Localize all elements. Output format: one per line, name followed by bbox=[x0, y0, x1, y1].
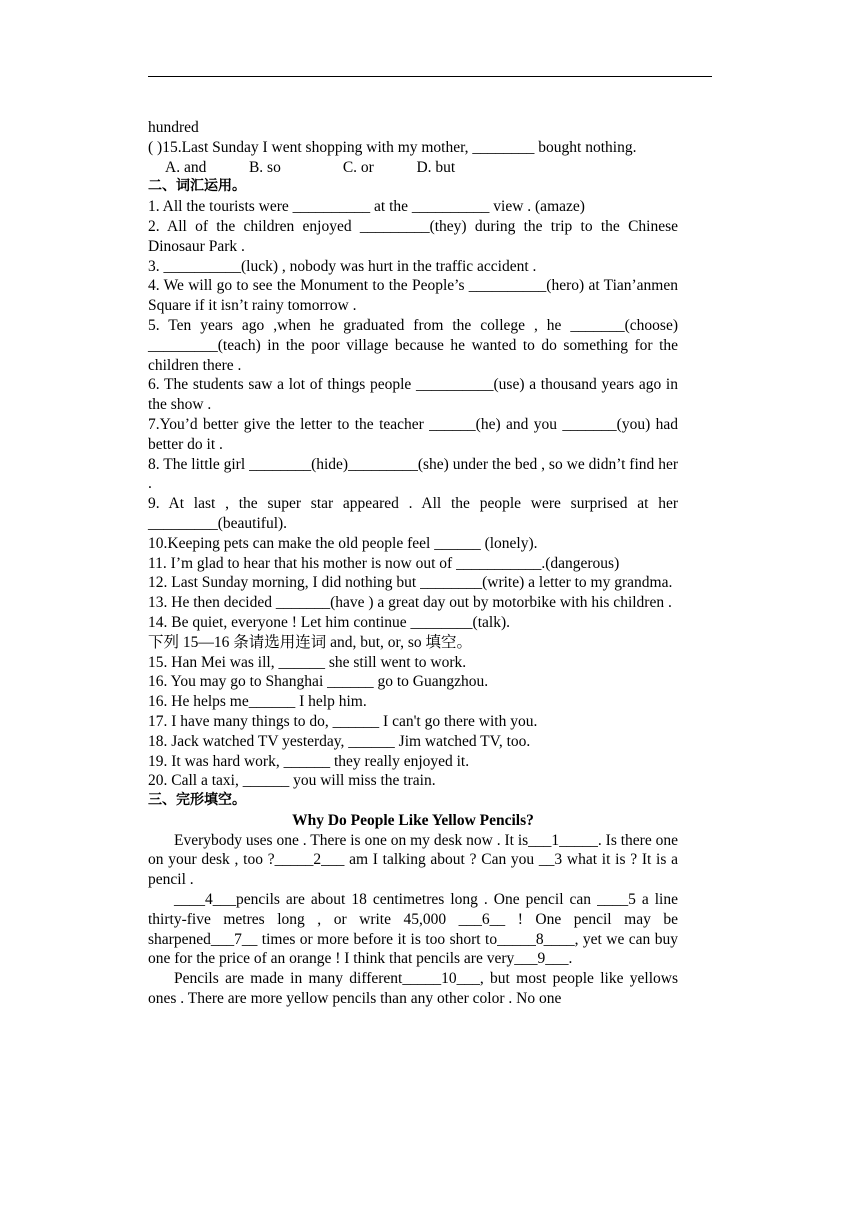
section-heading-vocabulary: 二、词汇运用。 bbox=[148, 178, 246, 195]
vocab-item-6: 6. The students saw a lot of things people __________(use) a thousand years ago in the show . bbox=[148, 376, 678, 414]
conjunction-item-16b: 16. He helps me______ I help him. bbox=[148, 693, 367, 711]
vocab-item-7: 7.You’d better give the letter to the teacher ______(he) and you _______(you) had better do it . bbox=[148, 415, 678, 453]
vocab-item-1: 1. All the tourists were __________ at the __________ view . (amaze) bbox=[148, 198, 585, 216]
vocab-item-12: 12. Last Sunday morning, I did nothing but ________(write) a letter to my grandma. bbox=[148, 574, 673, 592]
exercise-page bbox=[148, 118, 678, 1009]
question-15-options: A. and B. so C. or D. but bbox=[165, 158, 456, 176]
vocab-item-2: 2. All of the children enjoyed _________(they) during the trip to the Chinese Dinosaur Park . bbox=[148, 217, 678, 255]
conjunction-item-18: 18. Jack watched TV yesterday, ______ Jim watched TV, too. bbox=[148, 732, 531, 750]
vocab-item-14: 14. Be quiet, everyone ! Let him continue ________(talk). bbox=[148, 613, 511, 631]
vocab-item-11: 11. I’m glad to hear that his mother is now out of ___________.(dangerous) bbox=[148, 554, 620, 572]
header-rule bbox=[148, 76, 712, 77]
conjunction-item-16a: 16. You may go to Shanghai ______ go to Guangzhou. bbox=[148, 673, 489, 691]
vocab-item-4: 4. We will go to see the Monument to the People’s __________(hero) at Tian’anmen Square if it isn’t rainy tomorrow . bbox=[148, 277, 678, 315]
vocab-item-10: 10.Keeping pets can make the old people feel ______ (lonely). bbox=[148, 534, 538, 552]
question-15: ( )15.Last Sunday I went shopping with my mother, ________ bought nothing. bbox=[148, 138, 637, 156]
text-line-hundred: hundred bbox=[148, 119, 199, 136]
section-heading-cloze: 三、完形填空。 bbox=[148, 792, 246, 809]
conjunction-instructions: 下列 15—16 条请选用连词 and, but, or, so 填空。 bbox=[148, 633, 473, 651]
conjunction-item-20: 20. Call a taxi, ______ you will miss the train. bbox=[148, 772, 436, 790]
vocab-item-5: 5. Ten years ago ,when he graduated from the college , he _______(choose) _________(teach) in the poor village because he wanted to do something for the children there . bbox=[148, 316, 678, 374]
vocab-item-9: 9. At last , the super star appeared . All the people were surprised at her _________(beautiful). bbox=[148, 495, 678, 532]
passage-paragraph-2: ____4___pencils are about 18 centimetres long . One pencil can ____5 a line thirty-five metres long , or write 45,000 ___6__ ! One pencil may be sharpened___7__ times or more before it is too short to_____8____, yet we can buy one for the price of an orange ! I think that pencils are very___9___. bbox=[148, 891, 678, 968]
vocab-item-8: 8. The little girl ________(hide)_________(she) under the bed , so we didn’t find her . bbox=[148, 455, 678, 493]
vocab-item-3: 3. __________(luck) , nobody was hurt in the traffic accident . bbox=[148, 257, 537, 275]
conjunction-item-19: 19. It was hard work, ______ they really enjoyed it. bbox=[148, 752, 470, 770]
conjunction-item-17: 17. I have many things to do, ______ I can't go there with you. bbox=[148, 712, 538, 730]
passage-title: Why Do People Like Yellow Pencils? bbox=[292, 811, 534, 829]
passage-paragraph-3: Pencils are made in many different_____10___, but most people like yellows ones . There are more yellow pencils than any other color . No one bbox=[148, 970, 678, 1008]
vocab-item-13: 13. He then decided _______(have ) a great day out by motorbike with his children . bbox=[148, 594, 672, 612]
conjunction-item-15: 15. Han Mei was ill, ______ she still went to work. bbox=[148, 653, 467, 671]
passage-paragraph-1: Everybody uses one . There is one on my desk now . It is___1_____. Is there one on your desk , too ?_____2___ am I talking about ? Can you __3 what it is ? It is a pencil . bbox=[148, 831, 678, 889]
